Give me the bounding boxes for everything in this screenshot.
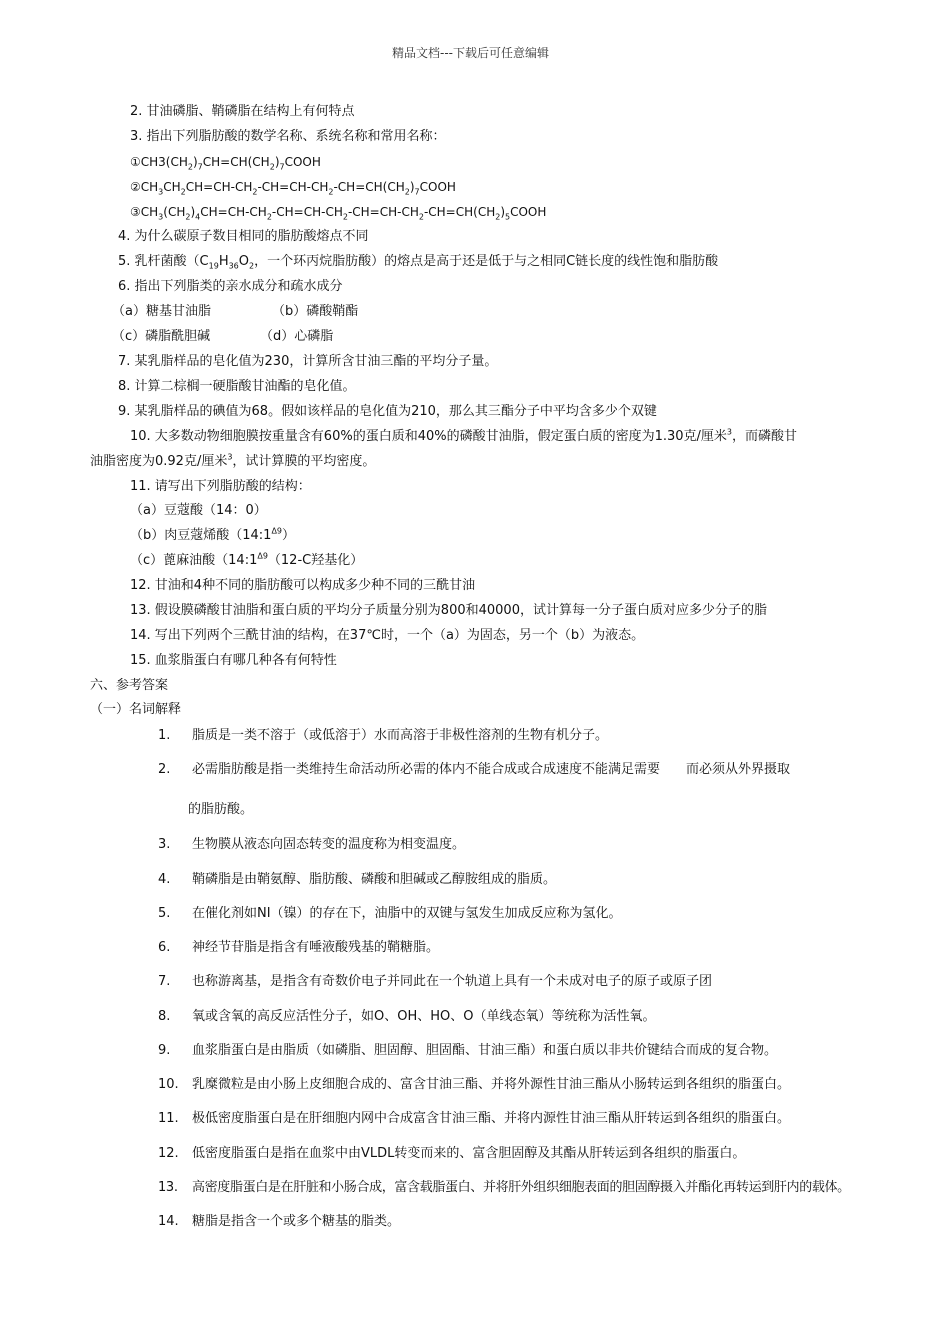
question-7: 7. 某乳脂样品的皂化值为230，计算所含甘油三酯的平均分子量。 (118, 354, 498, 369)
question-13: 13. 假设膜磷酸甘油脂和蛋白质的平均分子质量分别为800和40000，试计算每一分子蛋白质对应多少分子的脂 (130, 603, 767, 618)
answer-list: 1. 脂质是一类不溶于（或低溶于）水而高溶于非极性溶剂的生物有机分子。 2. 必需脂肪酸是指一类维持生命活动所必需的体内不能合成或合成速度不能满足需要 而必须从外界摄取 的脂肪酸。 3. 生物膜从液态向固态转变的温度称为相变温度。 4. 鞘磷脂是由鞘氨醇、脂肪酸、磷酸和胆碱或乙醇胺组成的脂质。 5. 在催化剂如NI（镍）的存在下，油脂中的双键与氢发生加成反应称为氢化。 6. 神经节苷脂是指含有唾液酸残基的鞘糖脂。 7. 也称游离基，是指含有奇数价电子并同此在一个轨道上具有一个未成对电子的原子或原子团 8. 氧或含氧的高反应活性分子，如O、OH、HO、O（单线态氧）等统称为活性氧。 9. 血浆脂蛋白是由脂质（如磷脂、胆固醇、胆固酯、甘油三酯）和蛋白质以非共价键结合而成的复合物。 10. 乳糜微粒是由小肠上皮细胞合成的、富含甘油三酯、并将外源性甘油三酯从小肠转运到各组织的脂蛋白。 11. 极低密度脂蛋白是在肝细胞内网中合成富含甘油三酯、并将内源性甘油三酯从肝转运到各组织的脂蛋白。 12. 低密度脂蛋白是指在血浆中由VLDL转变而来的、富含胆固醇及其酯从肝转运到各组织的脂蛋白。 13. 高密度脂蛋白是在肝脏和小肠合成，富含载脂蛋白、并将肝外组织细胞表面的胆固醇摄入并酯化再转运到肝内的载体。 14. 糖脂是指含一个或多个糖基的脂类。 (158, 728, 850, 1229)
question-11c: （c）蓖麻油酸（$14:1^{\Delta 9}(12-C$羟基化） (130, 551, 364, 568)
question-10-line-1: 10. 大多数动物细胞膜按重量含有60%的蛋白质和40%的磷酸甘油脂，假定蛋白质的密度为1.30克/厘米$^3$，而磷酸甘 (130, 427, 798, 444)
question-6b: （b）磷酸鞘酯 (272, 304, 359, 319)
question-6: 6. 指出下列脂类的亲水成分和疏水成分 (118, 279, 343, 294)
question-14: 14. 写出下列两个三酰甘油的结构，在37℃时，一个（a）为固态，另一个（b）为液态。 (130, 628, 645, 643)
question-11a: （a）豆蔻酸（14：0） (130, 503, 267, 518)
page-header: 精品文档---下载后可任意编辑 (392, 46, 549, 60)
question-9: 9. 某乳脂样品的碘值为68。假如该样品的皂化值为210，那么其三酯分子中平均含多少个双键 (118, 404, 657, 419)
question-4: 4. 为什么碳原子数目相同的脂肪酸熔点不同 (118, 229, 369, 244)
answer-2-continuation: 的脂肪酸。 (188, 802, 254, 817)
question-11b: （b）肉豆蔻烯酸$(14:1^{\Delta 9})$ (130, 526, 296, 543)
question-10-line-2: 油脂密度为0.92克/厘米$^3$，试计算膜的平均密度。 (90, 452, 376, 469)
question-2: 2. 甘油磷脂、鞘磷脂在结构上有何特点 (130, 104, 355, 119)
formula-1: $①CH3(CH_2)_7CH=CH(CH_2)_7COOH$ (130, 155, 321, 172)
question-6d: （d）心磷脂 (260, 329, 334, 344)
question-15: 15. 血浆脂蛋白有哪几种各有何特性 (130, 653, 337, 668)
question-3: 3. 指出下列脂肪酸的数学名称、系统名称和常用名称： (130, 129, 446, 144)
formula-3: $③CH_3(CH_2)_4CH=CH-CH_2-CH=CH-CH_2-CH=CH-CH_2-CH=CH(CH_2)_5COOH$ (130, 205, 547, 222)
formula-2: $②CH_3CH_2CH=CH-CH_2-CH=CH-CH_2-CH=CH(CH_2)_7COOH$ (130, 180, 456, 197)
question-5: 5. 乳杆菌酸（$C_{19}H_{36}O_2$，一个环丙烷脂肪酸）的熔点是高于还是低于与之相同C链长度的线性饱和脂肪酸 (118, 254, 719, 271)
section-title: 六、参考答案 (90, 678, 169, 693)
question-11: 11. 请写出下列脂肪酸的结构： (130, 479, 311, 494)
subsection-title: （一）名词解释 (90, 702, 182, 717)
question-8: 8. 计算二棕榈一硬脂酸甘油酯的皂化值。 (118, 379, 356, 394)
question-6a: （a）糖基甘油脂 (112, 304, 211, 319)
question-6c: （c）磷脂酰胆碱 (112, 329, 211, 344)
question-12: 12. 甘油和4种不同的脂肪酸可以构成多少种不同的三酰甘油 (130, 578, 476, 593)
